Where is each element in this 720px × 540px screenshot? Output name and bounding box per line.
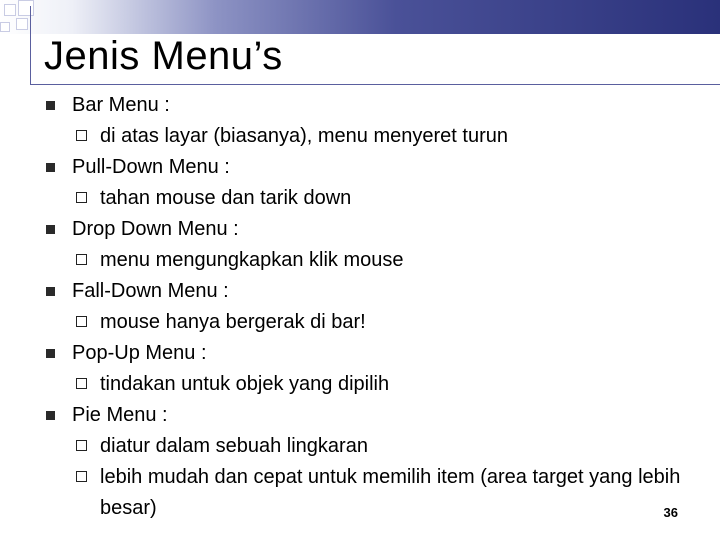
hollow-square-bullet-icon [76, 254, 87, 265]
sub-item [46, 121, 696, 152]
square-bullet-icon [46, 163, 55, 172]
sub-item-text: tindakan untuk objek yang dipilih [100, 373, 390, 395]
item-label: Fall-Down Menu : [72, 280, 229, 302]
list-item [46, 90, 696, 121]
item-label: Drop Down Menu : [72, 218, 239, 240]
sub-item [46, 307, 696, 338]
hollow-square-bullet-icon [76, 130, 87, 141]
page-number: 36 [663, 505, 678, 520]
square-bullet-icon [46, 411, 55, 420]
vertical-divider [30, 6, 31, 84]
list-item [46, 152, 696, 183]
square-bullet-icon [46, 287, 55, 296]
item-label: Pop-Up Menu : [72, 342, 207, 364]
sub-item-text: di atas layar (biasanya), menu menyeret turun [100, 125, 508, 147]
square-bullet-icon [46, 101, 55, 110]
list-item [46, 214, 696, 245]
decorative-square [18, 0, 34, 16]
hollow-square-bullet-icon [76, 378, 87, 389]
sub-item [46, 462, 696, 524]
header-decoration-bar [0, 0, 720, 34]
hollow-square-bullet-icon [76, 316, 87, 327]
decorative-square [4, 4, 16, 16]
sub-item-text: tahan mouse dan tarik down [100, 187, 352, 209]
sub-item [46, 183, 696, 214]
sub-item [46, 369, 696, 400]
hollow-square-bullet-icon [76, 471, 87, 482]
sub-item-text: menu mengungkapkan klik mouse [100, 249, 404, 271]
item-label: Pie Menu : [72, 404, 168, 426]
sub-item-text: lebih mudah dan cepat untuk memilih item (area target yang lebih besar) [100, 466, 681, 519]
bullet-list [46, 90, 696, 524]
list-item [46, 276, 696, 307]
item-label: Pull-Down Menu : [72, 156, 230, 178]
slide-title: Jenis Menu’s [44, 34, 283, 78]
item-label: Bar Menu : [72, 94, 170, 116]
list-item [46, 338, 696, 369]
sub-item-text: mouse hanya bergerak di bar! [100, 311, 366, 333]
sub-item [46, 431, 696, 462]
square-bullet-icon [46, 349, 55, 358]
list-item [46, 400, 696, 431]
sub-item [46, 245, 696, 276]
decorative-square [16, 18, 28, 30]
sub-item-text: diatur dalam sebuah lingkaran [100, 435, 368, 457]
hollow-square-bullet-icon [76, 192, 87, 203]
square-bullet-icon [46, 225, 55, 234]
title-underline [30, 84, 720, 85]
hollow-square-bullet-icon [76, 440, 87, 451]
decorative-square [0, 22, 10, 32]
